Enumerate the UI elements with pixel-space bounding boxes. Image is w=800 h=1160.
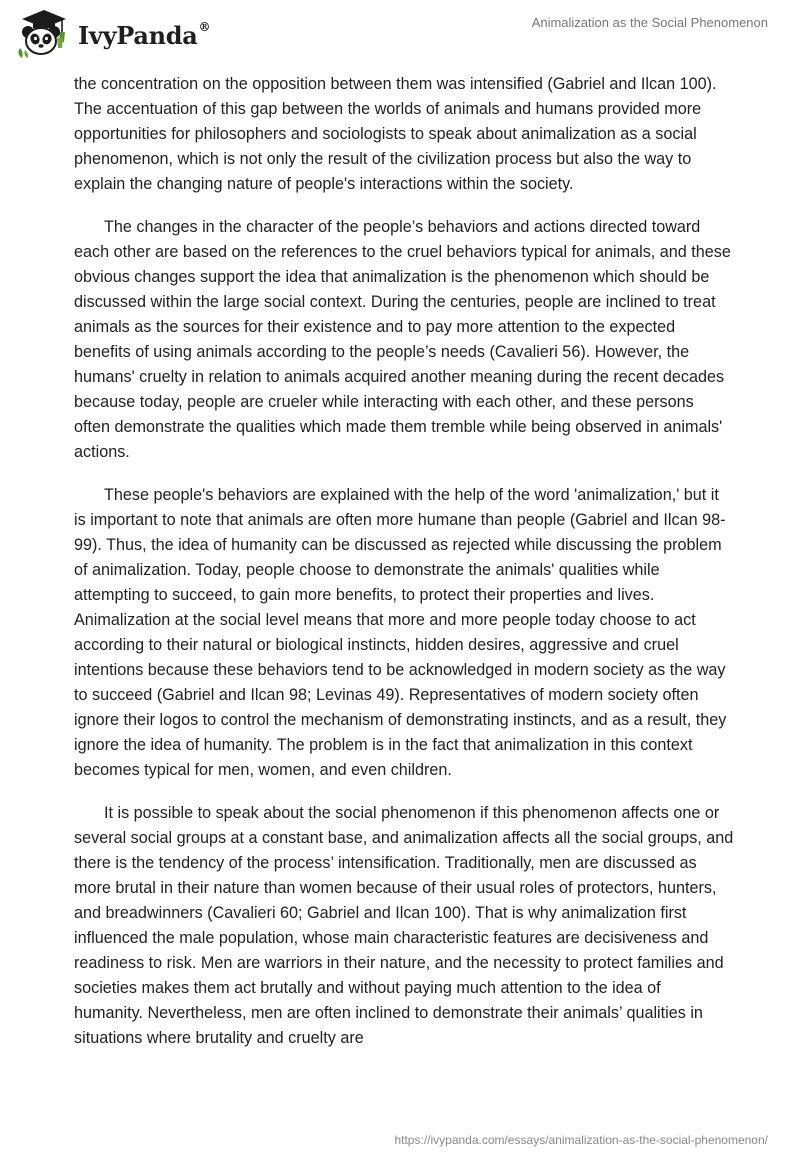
trademark-symbol: ®: [198, 19, 211, 34]
paragraph: The changes in the character of the people’s behaviors and actions directed toward each other are based on the references to the cruel behaviors typical for animals, and these obvious changes support the idea that animalization is the phenomenon which should be discussed within the large social context. During the centuries, people are inclined to treat animals as the sources for their existence and to pay more attention to the expected benefits of using animals according to the people’s needs (Cavalieri 56). However, the humans' cruelty in relation to animals acquired another meaning during the recent decades because today, people are crueler while interacting with each other, and these persons often demonstrate the qualities which made them tremble while being observed in animals' actions.: [74, 218, 731, 461]
paragraph: It is possible to speak about the social phenomenon if this phenomenon affects one or several social groups at a constant base, and animalization affects all the social groups, and there is the tendency of the process’ intensification. Traditionally, men are discussed as more brutal in their nature than women because of their usual roles of protectors, hunters, and breadwinners (Cavalieri 60; Gabriel and Ilcan 100). That is why animalization first influenced the male population, whose main characteristic features are decisiveness and readiness to risk. Men are warriors in their nature, and the necessity to protect families and societies makes them act brutally and without paying much attention to the idea of humanity. Nevertheless, men are often inclined to demonstrate their animals’ qualities in situations where brutality and cruelty are: [74, 804, 734, 1047]
ivypanda-logo[interactable]: [14, 8, 210, 60]
brand-name: IvyPanda®: [78, 19, 211, 50]
document-title: Animalization as the Social Phenomenon: [531, 15, 768, 30]
paragraph: These people's behaviors are explained with the help of the word 'animalization,' but it is important to note that animals are often more humane than people (Gabriel and Ilcan 98-99). Thus, the idea of humanity can be discussed as rejected while discussing the problem of animalization. Today, people choose to demonstrate the animals' qualities while attempting to succeed, to gain more benefits, to protect their properties and lives. Animalization at the social level means that more and more people today choose to act according to their natural or biological instincts, hidden desires, aggressive and cruel intentions because these behaviors tend to be acknowledged in modern society as the way to succeed (Gabriel and Ilcan 98; Levinas 49). Representatives of modern society often ignore their logos to control the mechanism of demonstrating instincts, and as a result, they ignore the idea of humanity. The problem is in the fact that animalization in this context becomes typical for men, women, and even children.: [74, 486, 727, 779]
paragraph: the concentration on the opposition between them was intensified (Gabriel and Ilcan 100). The accentuation of this gap between the worlds of animals and humans provided more opportunities for philosophers and sociologists to speak about animalization as a social phenomenon, which is not only the result of the civilization process but also the way to explain the changing nature of people's interactions within the society.: [74, 75, 717, 193]
source-url[interactable]: https://ivypanda.com/essays/animalization-as-the-social-phenomenon/: [394, 1133, 768, 1147]
page-header: [0, 0, 800, 60]
essay-body: [74, 72, 734, 1069]
panda-graduate-icon: [14, 8, 74, 60]
